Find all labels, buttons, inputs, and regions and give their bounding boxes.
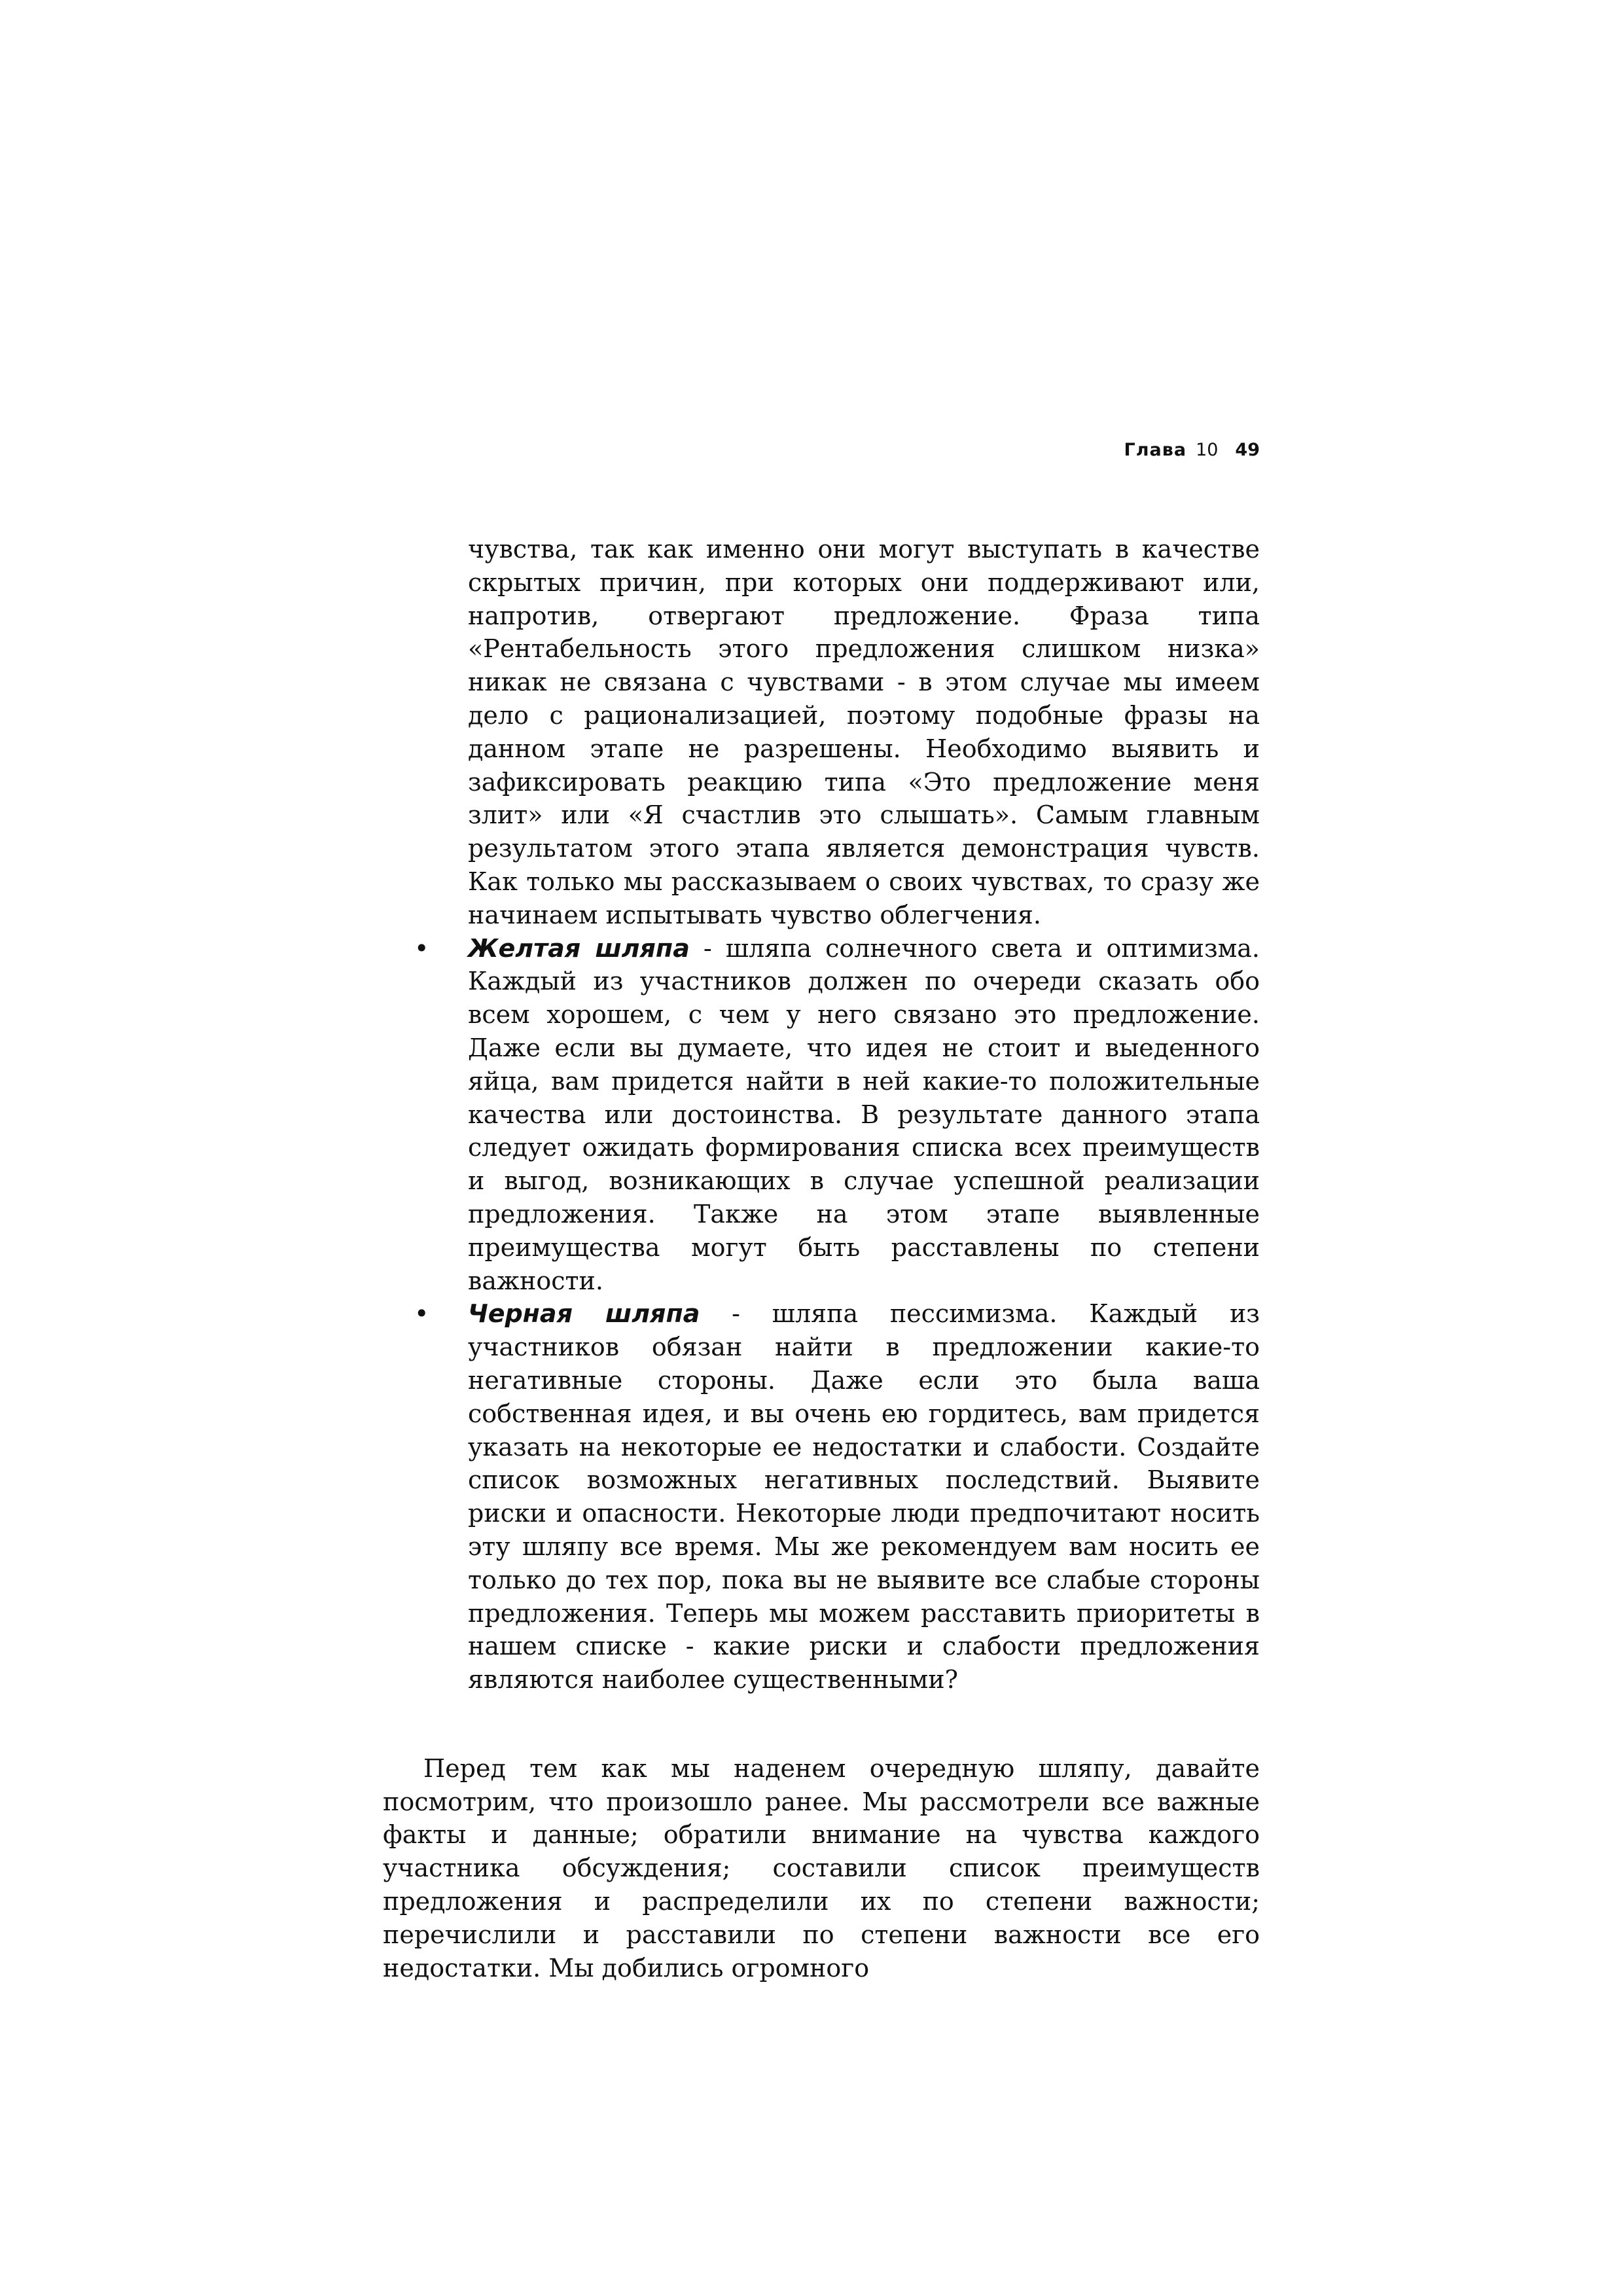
bullet-icon: • xyxy=(414,1299,429,1329)
running-head xyxy=(1124,437,1260,463)
bullet-item-yellow-hat xyxy=(414,932,1260,1298)
hats-bullet-list xyxy=(383,932,1260,1696)
black-hat-term: Черная шляпа xyxy=(468,1299,700,1329)
yellow-hat-description: - шляпа солнечного света и оптимизма. Каждый из участников должен по очереди сказать обо всем хорошем, с чем у него связано это предложение. Даже если вы думаете, что идея не стоит и выеденного яйца, вам придется найти в ней какие-то положительные качества или достоинства. В результате данного этапа следует ожидать формирования списка всех преимуществ и выгод, возникающих в случае успешной реализации предложения. Также на этом этапе выявленные преимущества могут быть расставлены по степени важности. xyxy=(468,933,1260,1295)
yellow-hat-term: Желтая шляпа xyxy=(468,933,690,963)
summary-paragraph: Перед тем как мы наденем очередную шляпу, давайте посмотрим, что произошло ранее. Мы рассмотрели все важные факты и данные; обратили внимание на чувства каждого участника обсуждения; составили список преимуществ предложения и распределили их по степени важности; перечислили и расставили по степени важности все его недостатки. Мы добились огромного xyxy=(383,1753,1260,1982)
black-hat-description: - шляпа пессимизма. Каждый из участников обязан найти в предложении какие-то негативные стороны. Даже если это была ваша собственная идея, и вы очень ею гордитесь, вам придется указать на некоторые ее недостатки и слабости. Создайте список возможных негативных последствий. Выявите риски и опасности. Некоторые люди предпочитают носить эту шляпу все время. Мы же рекомендуем вам носить ее только до тех пор, пока вы не выявите все слабые стороны предложения. Теперь мы можем расставить приоритеты в нашем списке - какие риски и слабости предложения являются наиболее существенными? xyxy=(468,1299,1260,1695)
continued-paragraph: чувства, так как именно они могут выступать в качестве скрытых причин, при которых они поддерживают или, напротив, отвергают предложение. Фраза типа «Рентабельность этого предложения слишком низка» никак не связана с чувствами - в этом случае мы имеем дело с рационализацией, поэтому подобные фразы на данном этапе не разрешены. Необходимо выявить и зафиксировать реакцию типа «Это предложение меня злит» или «Я счастлив это слышать». Самым главным результатом этого этапа является демонстрация чувств. Как только мы рассказываем о своих чувствах, то сразу же начинаем испытывать чувство облегчения. xyxy=(468,535,1260,929)
page-number: 49 xyxy=(1235,440,1260,460)
chapter-label: Глава xyxy=(1124,440,1187,460)
bullet-icon: • xyxy=(414,933,429,963)
chapter-number: 10 xyxy=(1196,440,1219,460)
bullet-item-black-hat xyxy=(414,1297,1260,1696)
body-text xyxy=(383,533,1260,1984)
